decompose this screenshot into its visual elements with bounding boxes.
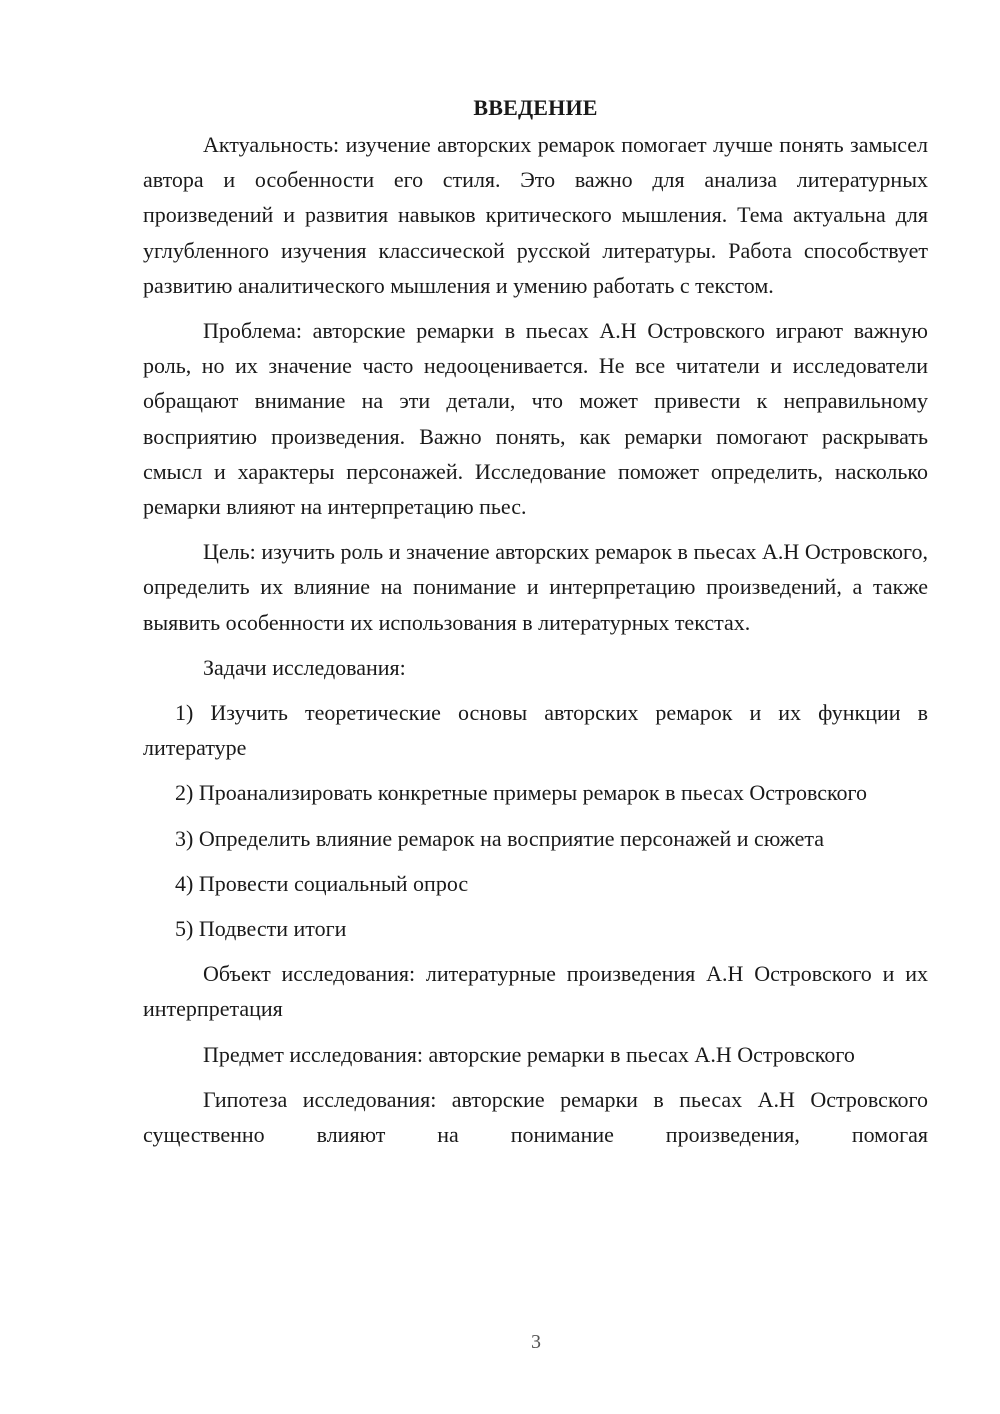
paragraph-goal: Цель: изучить роль и значение авторских ремарок в пьесах А.Н Островского, определить их влияние на понимание и интерпретацию произведений, а также выявить особенности их использования в литературных текстах. <box>143 539 928 635</box>
paragraph-problem: Проблема: авторские ремарки в пьесах А.Н Островского играют важную роль, но их значение часто недооценивается. Не все читатели и исследователи обращают внимание на эти детали, что может привести к неправильному восприятию произведения. Важно понять, как ремарки помогают раскрывать смысл и характеры персонажей. Исследование поможет определить, насколько ремарки влияют на интерпретацию пьес. <box>143 318 928 520</box>
tasks-heading: Задачи исследования: <box>203 654 406 680</box>
paragraph-object: Объект исследования: литературные произведения А.Н Островского и их интерпретация <box>143 961 928 1022</box>
task-item-3: 3) Определить влияние ремарок на восприятие персонажей и сюжета <box>175 825 825 851</box>
document-page <box>143 90 928 1162</box>
task-item-2: 2) Проанализировать конкретные примеры ремарок в пьесах Островского <box>175 780 868 806</box>
paragraph-relevance: Актуальность: изучение авторских ремарок помогает лучше понять замысел автора и особенности его стиля. Это важно для анализа литературных произведений и развития навыков критического мышления. Тема актуальна для углубленного изучения классической русской литературы. Работа способствует развитию аналитического мышления и умению работать с текстом. <box>143 132 928 298</box>
task-item-5: 5) Подвести итоги <box>175 916 347 942</box>
task-item-1: 1) Изучить теоретические основы авторских ремарок и их функции в литературе <box>143 700 928 761</box>
paragraph-subject: Предмет исследования: авторские ремарки в пьесах А.Н Островского <box>203 1041 855 1067</box>
page-number: 3 <box>531 1331 541 1353</box>
paragraph-hypothesis: Гипотеза исследования: авторские ремарки в пьесах А.Н Островского существенно влияют на понимание произведения, помогая <box>143 1086 928 1148</box>
task-item-4: 4) Провести социальный опрос <box>175 870 469 896</box>
page-title: ВВЕДЕНИЕ <box>473 95 598 120</box>
